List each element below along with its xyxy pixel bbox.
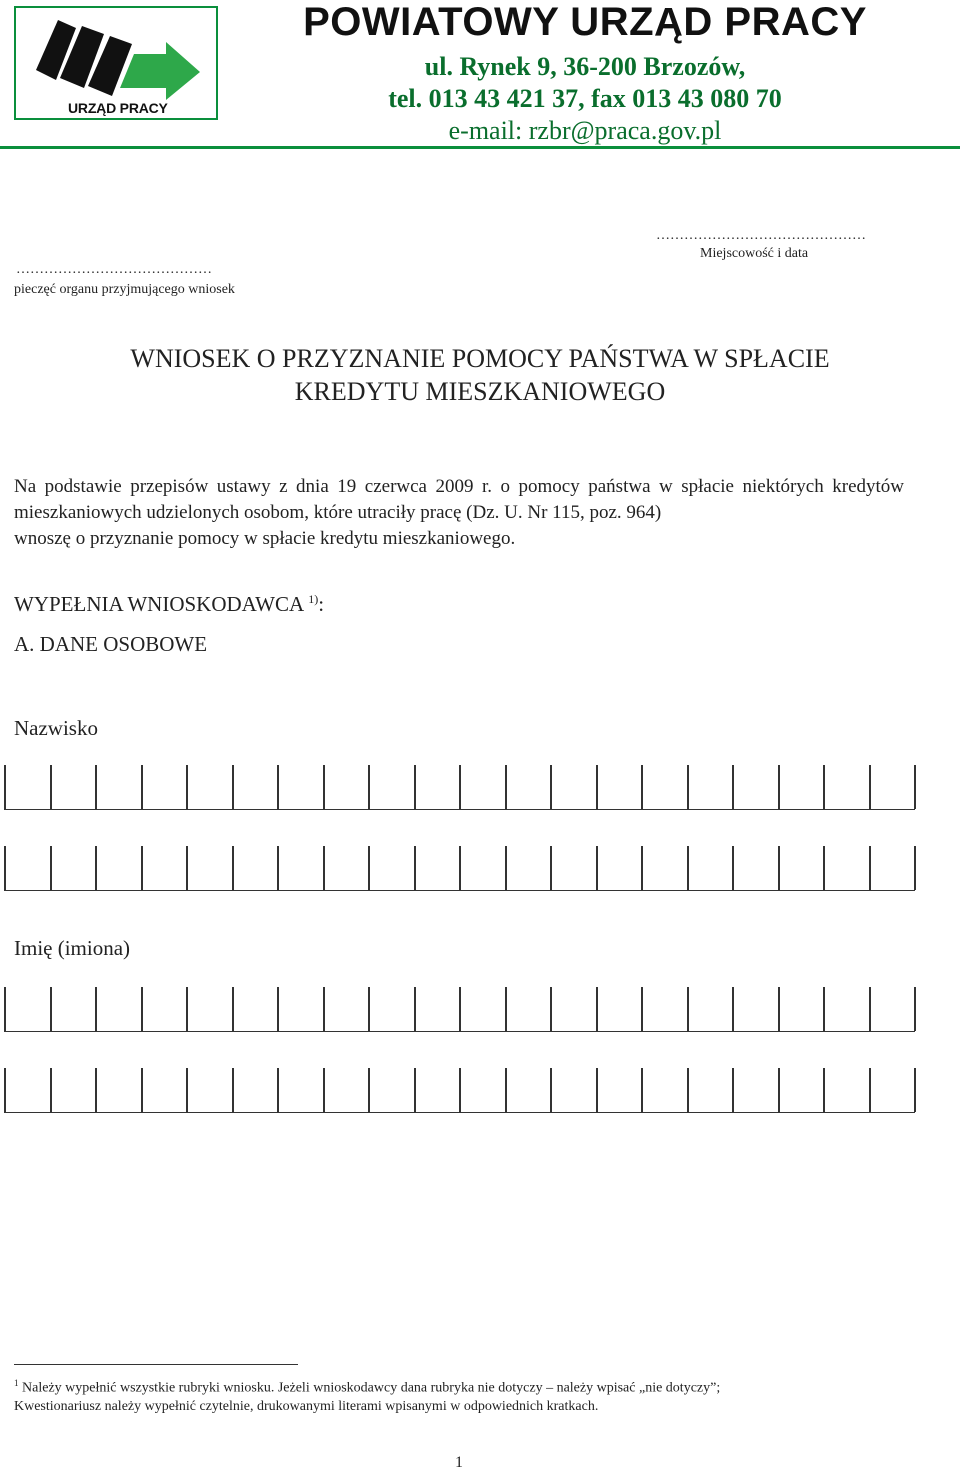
letter-box-divider [550,1068,552,1112]
letter-box-divider [95,846,97,890]
office-address: ul. Rynek 9, 36-200 Brzozów, [424,52,746,81]
letter-box-divider [550,987,552,1031]
place-date-label: Miejscowość i data [700,246,809,261]
fill-heading-suffix: : [318,592,325,616]
place-date-dots: ……………………………………… [656,228,866,243]
letter-box-divider [232,987,234,1031]
letter-box-divider [232,1068,234,1112]
letter-box-divider [141,765,143,809]
letter-box-divider [323,1068,325,1112]
letter-box-divider [596,987,598,1031]
letter-box-divider [186,765,188,809]
letter-box-divider [4,765,6,809]
stamp-dots: …………………………………… [16,262,212,277]
letter-box-divider [141,987,143,1031]
letter-box-divider [414,1068,416,1112]
letter-box-divider [687,1068,689,1112]
letter-box-divider [732,765,734,809]
letter-box-divider [823,1068,825,1112]
letter-box-divider [368,987,370,1031]
letter-box-divider [823,987,825,1031]
letter-box-divider [914,846,916,890]
letter-box-divider [95,1068,97,1112]
letter-box-divider [141,1068,143,1112]
letter-box-divider [778,1068,780,1112]
letter-box-divider [732,987,734,1031]
letter-box-divider [869,765,871,809]
footnote [14,1374,944,1416]
letter-box-divider [232,846,234,890]
footnote-marker: 1 [14,1378,19,1388]
office-phone: tel. 013 43 421 37, fax 013 43 080 70 [388,84,782,113]
letter-box-divider [186,987,188,1031]
letter-box-divider [823,765,825,809]
letter-box-divider [4,846,6,890]
letter-box-divider [95,987,97,1031]
letter-box-divider [50,765,52,809]
firstname-boxes-row-2[interactable] [4,1068,915,1113]
letter-box-divider [368,765,370,809]
letter-box-divider [414,846,416,890]
letter-box-divider [186,1068,188,1112]
letter-box-divider [732,1068,734,1112]
letter-box-divider [50,1068,52,1112]
letter-box-divider [641,987,643,1031]
letter-box-divider [641,1068,643,1112]
letter-box-divider [505,987,507,1031]
letter-box-divider [232,765,234,809]
letter-box-divider [687,987,689,1031]
letter-box-divider [914,765,916,809]
letter-box-divider [141,846,143,890]
letter-box-divider [550,846,552,890]
letter-box-divider [505,846,507,890]
letter-box-divider [459,987,461,1031]
letter-box-divider [505,765,507,809]
letter-box-divider [4,987,6,1031]
letter-box-divider [368,846,370,890]
letter-box-divider [323,846,325,890]
letter-box-divider [277,1068,279,1112]
office-email: e-mail: rzbr@praca.gov.pl [448,116,722,145]
intro-paragraph [14,474,904,552]
letter-box-divider [459,846,461,890]
letter-box-divider [277,987,279,1031]
letter-box-divider [459,765,461,809]
logo-text: URZĄD PRACY [68,100,168,116]
letter-box-divider [323,987,325,1031]
fill-heading-text: WYPEŁNIA WNIOSKODAWCA [14,592,303,616]
letter-box-divider [414,765,416,809]
footnote-line-2: Kwestionariusz należy wypełnić czytelnie, drukowanymi literami wpisanymi w odpowiednich kratkach. [14,1398,599,1414]
letter-box-divider [414,987,416,1031]
header-divider [0,146,960,149]
applicant-fill-heading [14,592,324,617]
footnote-reference: 1) [308,592,319,606]
page-number: 1 [455,1454,463,1471]
firstname-boxes-row-1[interactable] [4,987,915,1032]
letter-box-divider [869,987,871,1031]
surname-label: Nazwisko [14,716,98,740]
letter-box-divider [505,1068,507,1112]
surname-boxes-row-2[interactable] [4,846,915,891]
letter-box-divider [50,846,52,890]
footnote-line-1: Należy wypełnić wszystkie rubryki wniosku. Jeżeli wnioskodawcy dana rubryka nie dotyczy – należy wpisać „nie dotyczy”; [22,1380,721,1396]
letter-box-divider [550,765,552,809]
letter-box-divider [596,765,598,809]
letter-box-divider [596,846,598,890]
letter-box-divider [368,1068,370,1112]
firstname-label: Imię (imiona) [14,936,131,960]
intro-body: Na podstawie przepisów ustawy z dnia 19 czerwca 2009 r. o pomocy państwa w spłacie niektórych kredytów mieszkaniowych udzielonych osobom, które utraciły pracę (Dz. U. Nr 115, poz. 964) [14,476,904,523]
form-title [40,342,920,408]
letter-box-divider [323,765,325,809]
letter-box-divider [277,846,279,890]
letter-box-divider [641,846,643,890]
form-title-line-2: KREDYTU MIESZKANIOWEGO [294,377,666,406]
letter-box-divider [687,765,689,809]
stamp-label: pieczęć organu przyjmującego wniosek [14,282,235,297]
surname-boxes-row-1[interactable] [4,765,915,810]
letter-box-divider [277,765,279,809]
letter-box-divider [50,987,52,1031]
letter-box-divider [186,846,188,890]
letter-box-divider [778,765,780,809]
letter-box-divider [823,846,825,890]
letter-box-divider [459,1068,461,1112]
letter-box-divider [596,1068,598,1112]
letter-box-divider [687,846,689,890]
letter-box-divider [869,1068,871,1112]
intro-last-line: wnoszę o przyznanie pomocy w spłacie kredytu mieszkaniowego. [14,528,516,549]
office-title: POWIATOWY URZĄD PRACY [303,0,867,44]
footnote-divider [14,1364,298,1365]
letter-box-divider [778,846,780,890]
letter-box-divider [778,987,780,1031]
letter-box-divider [95,765,97,809]
form-title-line-1: WNIOSEK O PRZYZNANIE POMOCY PAŃSTWA W SPŁACIE [130,344,830,373]
letter-box-divider [914,1068,916,1112]
letter-box-divider [641,765,643,809]
letter-box-divider [914,987,916,1031]
letter-box-divider [732,846,734,890]
letter-box-divider [869,846,871,890]
letter-box-divider [4,1068,6,1112]
section-a-heading: A. DANE OSOBOWE [14,632,208,656]
urzad-pracy-logo [14,6,218,120]
